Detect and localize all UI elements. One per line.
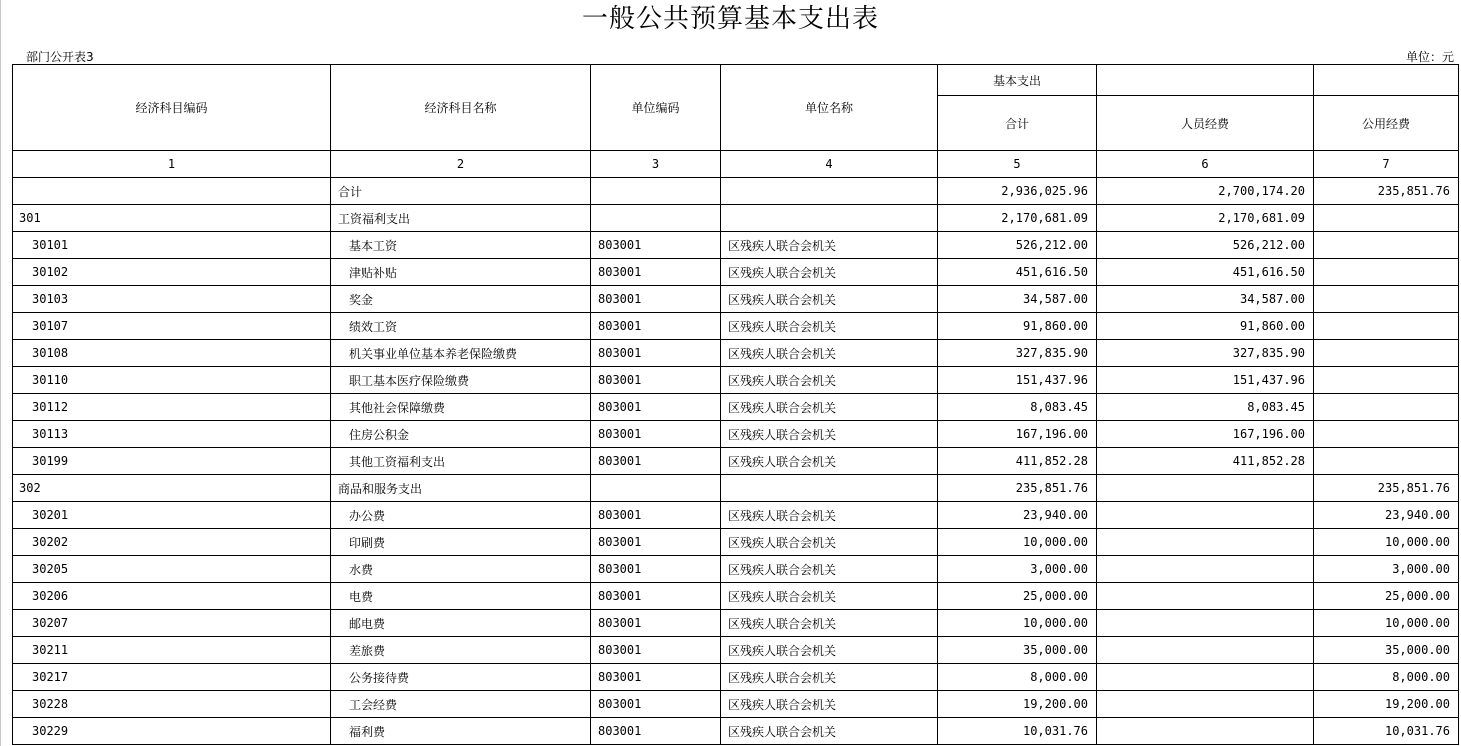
unit-name-cell (721, 178, 938, 205)
unit-code-cell: 803001 (591, 691, 721, 718)
unit-name-cell: 区残疾人联合会机关 (721, 583, 938, 610)
code-cell: 30217 (13, 664, 331, 691)
total-cell: 23,940.00 (938, 502, 1097, 529)
total-cell: 10,031.76 (938, 718, 1097, 745)
total-cell: 411,852.28 (938, 448, 1097, 475)
column-number: 5 (938, 151, 1097, 178)
unit-code-cell (591, 178, 721, 205)
unit-code-cell (591, 205, 721, 232)
code-cell: 30202 (13, 529, 331, 556)
personnel-cell (1097, 583, 1314, 610)
public-cell: 25,000.00 (1314, 583, 1459, 610)
name-cell: 其他社会保障缴费 (331, 394, 591, 421)
unit-code-cell (591, 475, 721, 502)
public-cell (1314, 232, 1459, 259)
unit-name-cell (721, 205, 938, 232)
code-cell: 302 (13, 475, 331, 502)
code-cell: 30101 (13, 232, 331, 259)
unit-code-cell: 803001 (591, 610, 721, 637)
table-row (13, 556, 1459, 583)
total-cell: 91,860.00 (938, 313, 1097, 340)
code-cell: 30201 (13, 502, 331, 529)
code-cell: 30113 (13, 421, 331, 448)
public-cell: 23,940.00 (1314, 502, 1459, 529)
personnel-cell: 34,587.00 (1097, 286, 1314, 313)
name-cell: 差旅费 (331, 637, 591, 664)
public-cell (1314, 421, 1459, 448)
personnel-cell (1097, 529, 1314, 556)
unit-label: 单位：元 (1405, 50, 1454, 64)
unit-name-cell: 区残疾人联合会机关 (721, 394, 938, 421)
code-cell: 30211 (13, 637, 331, 664)
name-cell: 公务接待费 (331, 664, 591, 691)
code-cell: 30102 (13, 259, 331, 286)
name-cell: 其他工资福利支出 (331, 448, 591, 475)
unit-name-cell: 区残疾人联合会机关 (721, 502, 938, 529)
personnel-cell: 411,852.28 (1097, 448, 1314, 475)
personnel-cell: 451,616.50 (1097, 259, 1314, 286)
unit-code-cell: 803001 (591, 286, 721, 313)
table-row (13, 340, 1459, 367)
total-cell: 451,616.50 (938, 259, 1097, 286)
table-row (13, 637, 1459, 664)
personnel-cell (1097, 556, 1314, 583)
header-personnel: 人员经费 (1097, 96, 1314, 151)
table-number: 部门公开表3 (26, 50, 94, 64)
code-cell: 30107 (13, 313, 331, 340)
unit-name-cell: 区残疾人联合会机关 (721, 664, 938, 691)
header-unit-name: 单位名称 (721, 65, 938, 151)
table-row (13, 448, 1459, 475)
total-cell: 10,000.00 (938, 610, 1097, 637)
unit-code-cell: 803001 (591, 313, 721, 340)
total-cell: 8,000.00 (938, 664, 1097, 691)
unit-code-cell: 803001 (591, 367, 721, 394)
total-cell: 526,212.00 (938, 232, 1097, 259)
table-row (13, 178, 1459, 205)
public-cell (1314, 340, 1459, 367)
name-cell: 机关事业单位基本养老保险缴费 (331, 340, 591, 367)
personnel-cell (1097, 502, 1314, 529)
unit-name-cell: 区残疾人联合会机关 (721, 421, 938, 448)
unit-code-cell: 803001 (591, 664, 721, 691)
name-cell: 印刷费 (331, 529, 591, 556)
unit-code-cell: 803001 (591, 556, 721, 583)
unit-code-cell: 803001 (591, 340, 721, 367)
public-cell: 10,031.76 (1314, 718, 1459, 745)
name-cell: 基本工资 (331, 232, 591, 259)
table-row (13, 502, 1459, 529)
public-cell: 10,000.00 (1314, 610, 1459, 637)
public-cell: 8,000.00 (1314, 664, 1459, 691)
personnel-cell (1097, 664, 1314, 691)
page-title: 一般公共预算基本支出表 (581, 4, 879, 34)
personnel-cell: 2,700,174.20 (1097, 178, 1314, 205)
personnel-cell: 2,170,681.09 (1097, 205, 1314, 232)
table-row (13, 286, 1459, 313)
name-cell: 奖金 (331, 286, 591, 313)
name-cell: 工资福利支出 (331, 205, 591, 232)
public-cell: 19,200.00 (1314, 691, 1459, 718)
code-cell: 30228 (13, 691, 331, 718)
unit-code-cell: 803001 (591, 394, 721, 421)
name-cell: 绩效工资 (331, 313, 591, 340)
page-left-rule (0, 0, 1, 746)
public-cell: 235,851.76 (1314, 475, 1459, 502)
unit-name-cell: 区残疾人联合会机关 (721, 691, 938, 718)
total-cell: 34,587.00 (938, 286, 1097, 313)
table-row (13, 610, 1459, 637)
public-cell (1314, 259, 1459, 286)
header-basic: 基本支出 (938, 65, 1097, 96)
unit-code-cell: 803001 (591, 448, 721, 475)
public-cell (1314, 448, 1459, 475)
name-cell: 津贴补贴 (331, 259, 591, 286)
name-cell: 住房公积金 (331, 421, 591, 448)
unit-code-cell: 803001 (591, 232, 721, 259)
unit-name-cell: 区残疾人联合会机关 (721, 448, 938, 475)
header-public: 公用经费 (1314, 96, 1459, 151)
table-row (13, 232, 1459, 259)
public-cell: 10,000.00 (1314, 529, 1459, 556)
personnel-cell: 91,860.00 (1097, 313, 1314, 340)
code-cell: 30112 (13, 394, 331, 421)
total-cell: 19,200.00 (938, 691, 1097, 718)
name-cell: 办公费 (331, 502, 591, 529)
personnel-cell (1097, 610, 1314, 637)
code-cell: 30205 (13, 556, 331, 583)
total-cell: 327,835.90 (938, 340, 1097, 367)
code-cell: 30108 (13, 340, 331, 367)
code-cell: 30199 (13, 448, 331, 475)
expenditure-table (12, 64, 1459, 745)
public-cell: 35,000.00 (1314, 637, 1459, 664)
total-cell: 8,083.45 (938, 394, 1097, 421)
total-cell: 35,000.00 (938, 637, 1097, 664)
public-cell (1314, 367, 1459, 394)
column-number: 4 (721, 151, 938, 178)
table-row (13, 529, 1459, 556)
code-cell: 30103 (13, 286, 331, 313)
unit-code-cell: 803001 (591, 637, 721, 664)
name-cell: 工会经费 (331, 691, 591, 718)
column-number: 2 (331, 151, 591, 178)
code-cell: 30229 (13, 718, 331, 745)
total-cell: 3,000.00 (938, 556, 1097, 583)
table-row (13, 394, 1459, 421)
public-cell (1314, 286, 1459, 313)
column-number: 6 (1097, 151, 1314, 178)
unit-code-cell: 803001 (591, 502, 721, 529)
personnel-cell: 327,835.90 (1097, 340, 1314, 367)
name-cell: 职工基本医疗保险缴费 (331, 367, 591, 394)
code-cell (13, 178, 331, 205)
total-cell: 151,437.96 (938, 367, 1097, 394)
unit-code-cell: 803001 (591, 529, 721, 556)
unit-name-cell: 区残疾人联合会机关 (721, 610, 938, 637)
column-number-row (13, 151, 1459, 178)
header-total: 合计 (938, 96, 1097, 151)
code-cell: 301 (13, 205, 331, 232)
unit-name-cell: 区残疾人联合会机关 (721, 313, 938, 340)
table-row (13, 583, 1459, 610)
header-blank-6 (1097, 65, 1314, 96)
header-blank-7 (1314, 65, 1459, 96)
unit-name-cell: 区残疾人联合会机关 (721, 637, 938, 664)
personnel-cell (1097, 691, 1314, 718)
table-row (13, 313, 1459, 340)
name-cell: 邮电费 (331, 610, 591, 637)
total-cell: 167,196.00 (938, 421, 1097, 448)
personnel-cell (1097, 718, 1314, 745)
name-cell: 商品和服务支出 (331, 475, 591, 502)
header-row-1 (13, 65, 1459, 96)
unit-name-cell: 区残疾人联合会机关 (721, 259, 938, 286)
unit-name-cell: 区残疾人联合会机关 (721, 556, 938, 583)
unit-name-cell: 区残疾人联合会机关 (721, 529, 938, 556)
personnel-cell (1097, 637, 1314, 664)
table-row (13, 259, 1459, 286)
personnel-cell: 526,212.00 (1097, 232, 1314, 259)
column-number: 7 (1314, 151, 1459, 178)
table-row (13, 367, 1459, 394)
header-code: 经济科目编码 (13, 65, 331, 151)
table-row (13, 691, 1459, 718)
header-unit-code: 单位编码 (591, 65, 721, 151)
column-number: 1 (13, 151, 331, 178)
header-name: 经济科目名称 (331, 65, 591, 151)
unit-code-cell: 803001 (591, 259, 721, 286)
unit-code-cell: 803001 (591, 718, 721, 745)
total-cell: 2,936,025.96 (938, 178, 1097, 205)
name-cell: 合计 (331, 178, 591, 205)
table-row (13, 421, 1459, 448)
public-cell (1314, 313, 1459, 340)
unit-name-cell (721, 475, 938, 502)
name-cell: 水费 (331, 556, 591, 583)
unit-code-cell: 803001 (591, 583, 721, 610)
public-cell (1314, 394, 1459, 421)
personnel-cell: 167,196.00 (1097, 421, 1314, 448)
table-row (13, 718, 1459, 745)
code-cell: 30110 (13, 367, 331, 394)
total-cell: 10,000.00 (938, 529, 1097, 556)
unit-name-cell: 区残疾人联合会机关 (721, 232, 938, 259)
unit-name-cell: 区残疾人联合会机关 (721, 340, 938, 367)
personnel-cell: 8,083.45 (1097, 394, 1314, 421)
personnel-cell (1097, 475, 1314, 502)
public-cell (1314, 205, 1459, 232)
public-cell: 3,000.00 (1314, 556, 1459, 583)
personnel-cell: 151,437.96 (1097, 367, 1314, 394)
total-cell: 2,170,681.09 (938, 205, 1097, 232)
code-cell: 30206 (13, 583, 331, 610)
unit-name-cell: 区残疾人联合会机关 (721, 367, 938, 394)
table-row (13, 664, 1459, 691)
column-number: 3 (591, 151, 721, 178)
total-cell: 25,000.00 (938, 583, 1097, 610)
name-cell: 电费 (331, 583, 591, 610)
public-cell: 235,851.76 (1314, 178, 1459, 205)
table-row (13, 205, 1459, 232)
name-cell: 福利费 (331, 718, 591, 745)
table-row (13, 475, 1459, 502)
table-body (13, 178, 1459, 745)
unit-code-cell: 803001 (591, 421, 721, 448)
code-cell: 30207 (13, 610, 331, 637)
unit-name-cell: 区残疾人联合会机关 (721, 718, 938, 745)
total-cell: 235,851.76 (938, 475, 1097, 502)
unit-name-cell: 区残疾人联合会机关 (721, 286, 938, 313)
